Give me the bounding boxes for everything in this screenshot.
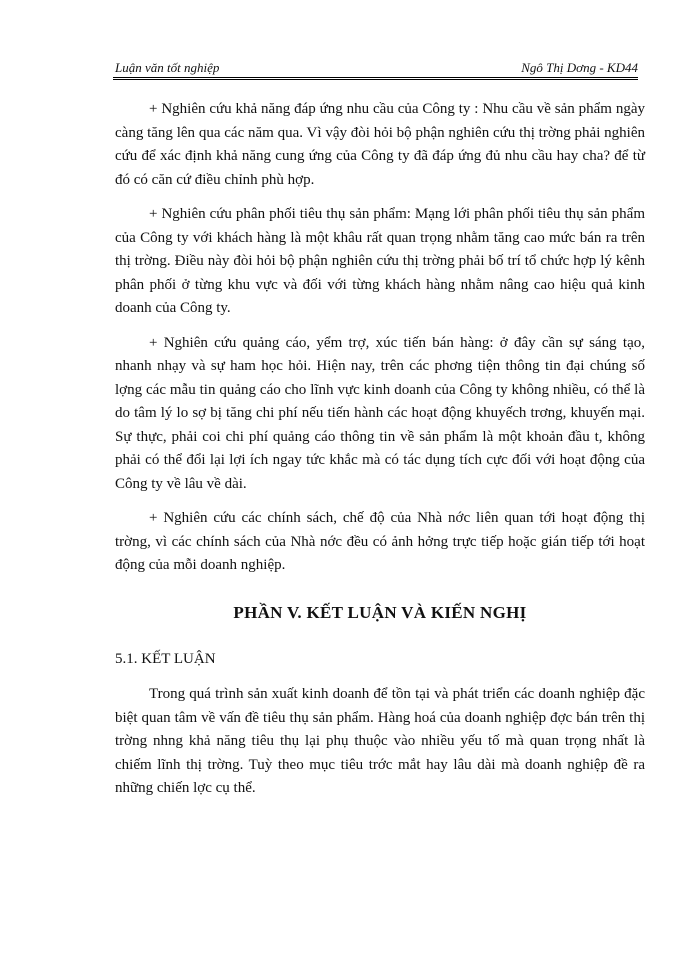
paragraph-advertising: + Nghiên cứu quảng cáo, yểm trợ, xúc tiến bán hàng: ở đây cần sự sáng tạo, nhanh nhạy và sự ham học hỏi. Hiện nay, trên các phơng tiện thông tin đại chúng số lợng các mẫu tin quảng cáo cho lĩnh vực kinh doanh của Công ty không nhiều, có thể là do tâm lý lo sợ bị tăng chi phí nếu tiến hành các hoạt động khuyếch trơng, khuyến mại. Sự thực, phải coi chi phí quảng cáo thông tin về sản phẩm là một khoản đầu t, không phải có thể đổi lại lợi ích ngay tức khắc mà có tác dụng tích cực đối với hoạt động của Công ty về lâu về dài. [115,334,645,492]
paragraph-demand: + Nghiên cứu khả năng đáp ứng nhu cầu của Công ty : Nhu cầu về sản phẩm ngày càng tăng lên qua các năm qua. Vì vậy đòi hỏi bộ phận nghiên cứu thị trờng phải nghiên cứu để xác định khả năng cung ứng của Công ty đã đáp ứng đủ nhu cầu hay cha? để từ đó có căn cứ điều chỉnh phù hợp. [115,101,645,188]
paragraph-conclusion: Trong quá trình sản xuất kinh doanh để tồn tại và phát triển các doanh nghiệp đặc biệt quan tâm về vấn đề tiêu thụ sản phẩm. Hàng hoá của doanh nghiệp đợc bán trên thị trờng nhng khả năng tiêu thụ lại phụ thuộc vào nhiều yếu tố mà quan trọng nhất là chiếm lĩnh thị trờng. Tuỳ theo mục tiêu trớc mắt hay lâu dài mà doanh nghiệp đề ra những chiến lợc cụ thể. [115,686,645,796]
section-title: PHẦN V. KẾT LUẬN VÀ KIẾN NGHỊ [233,603,527,622]
paragraph-policy: + Nghiên cứu các chính sách, chế độ của Nhà nớc liên quan tới hoạt động thị trờng, vì các chính sách của Nhà nớc đều có ảnh hởng trực tiếp hoặc gián tiếp tới hoạt động của mỗi doanh nghiệp. [115,510,645,573]
sub-heading: 5.1. KẾT LUẬN [115,651,216,667]
page-header [113,54,638,76]
conclusion-block [115,683,645,812]
paragraph-distribution: + Nghiên cứu phân phối tiêu thụ sản phẩm: Mạng lới phân phối tiêu thụ sản phẩm của Công ty với khách hàng là một khâu rất quan trọng nhằm tăng cao mức bán ra trên thị trờng. Điều này đòi hỏi bộ phận nghiên cứu thị trờng phải bố trí tổ chức hợp lý kênh phân phối ở từng khu vực và đối với từng khách hàng nhằm nâng cao hiệu quả kinh doanh của Công ty. [115,206,645,316]
header-rule [113,77,638,80]
header-thesis-label: Luận văn tốt nghiệp [115,60,220,75]
research-items [115,98,645,589]
header-author: Ngô Thị Dơng - KD44 [521,60,638,75]
